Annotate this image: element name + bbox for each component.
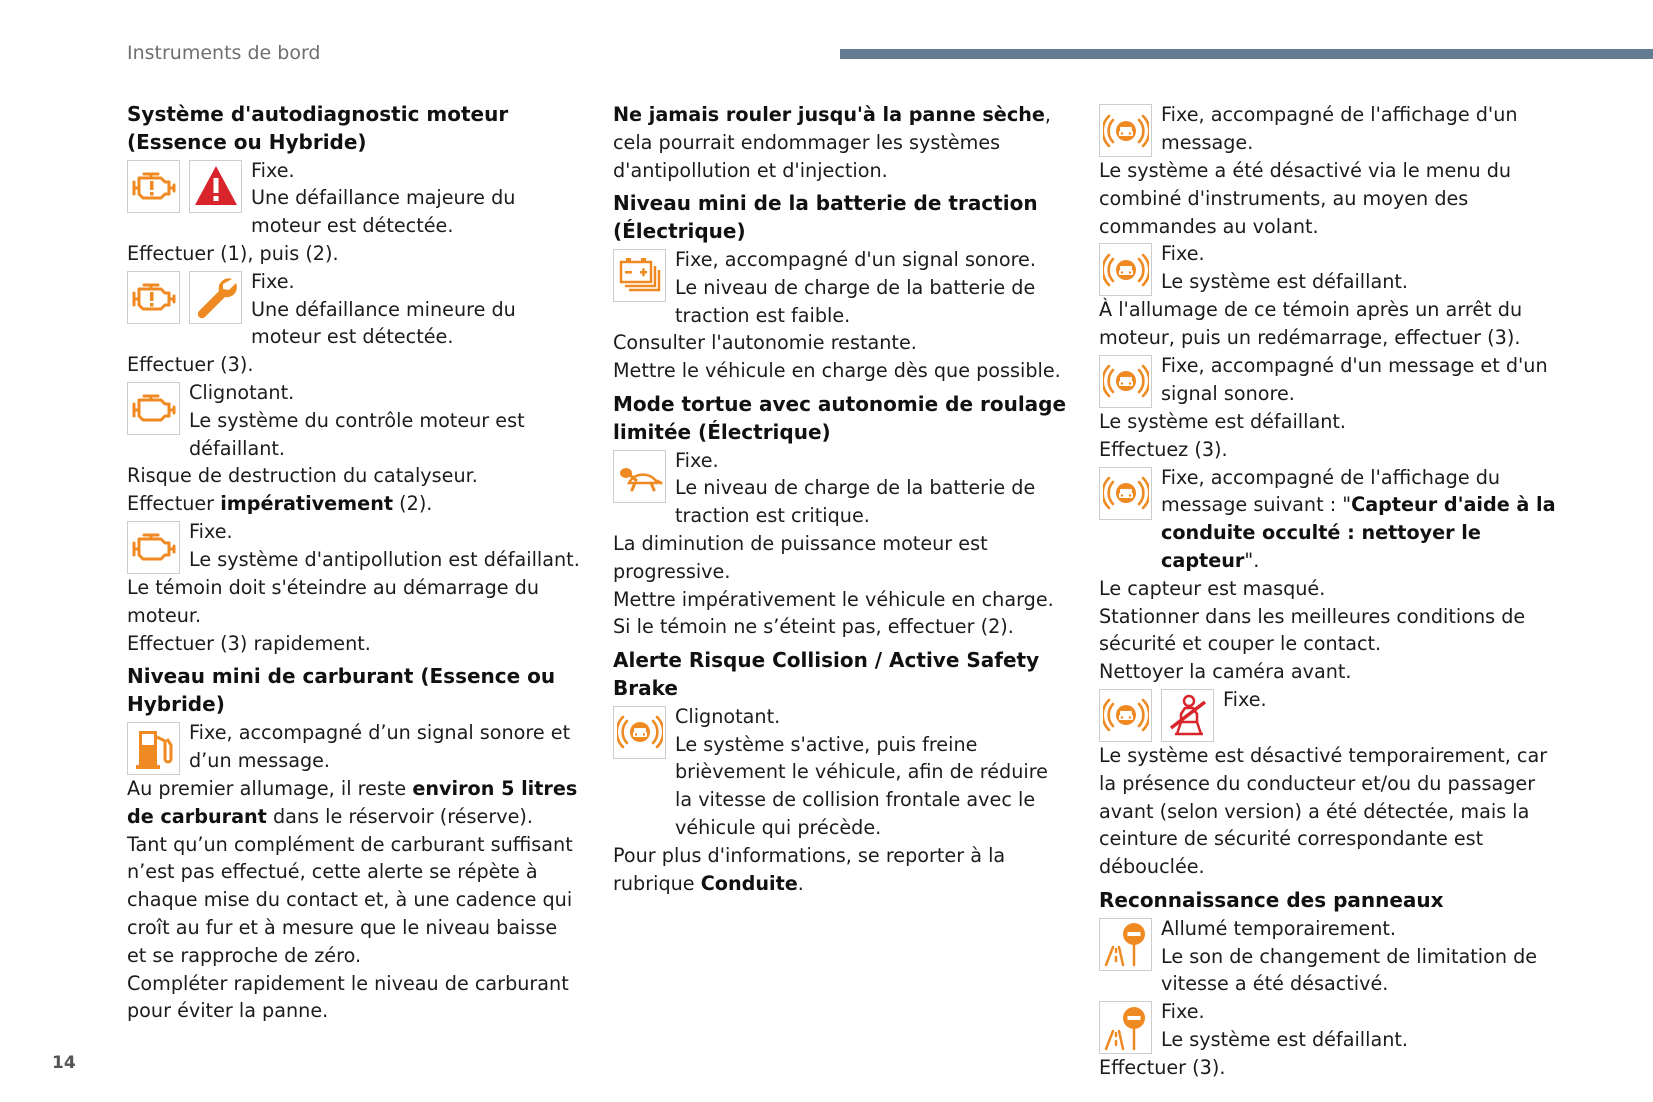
engine-icon — [127, 521, 180, 574]
collision-state-faulty-sound: Fixe, accompagné d'un message et d'un signal sonore. — [1099, 352, 1559, 408]
battery-icon — [613, 249, 666, 302]
collision-radar-icon — [1099, 104, 1152, 157]
warning-battery-low: Fixe, accompagné d'un signal sonore. Le niveau de charge de la batterie de traction est faible. — [613, 246, 1068, 329]
engine-warning-icon — [127, 271, 180, 324]
engine-warning-icon — [127, 160, 180, 213]
heading-engine-diagnostic: Système d'autodiagnostic moteur (Essence ou Hybride) — [127, 102, 509, 154]
sign-recognition-faulty: Fixe. Le système est défaillant. — [1099, 998, 1559, 1054]
warning-collision-flashing: Clignotant. Le système s'active, puis freine brièvement le véhicule, afin de réduire la vitesse de collision frontale avec le véhicule qui précède. — [613, 703, 1068, 842]
collision-state-seatbelt: Fixe. — [1099, 686, 1559, 742]
turtle-icon — [613, 450, 666, 503]
warning-engine-control-flashing: Clignotant. Le système du contrôle moteur est défaillant. — [127, 379, 582, 462]
heading-collision-alert: Alerte Risque Collision / Active Safety Brake — [613, 648, 1040, 700]
speed-sign-icon — [1099, 918, 1152, 971]
collision-radar-icon — [1099, 243, 1152, 296]
collision-radar-icon — [1099, 689, 1152, 742]
column-right: Fixe, accompagné de l'affichage d'un message. Le système a été désactivé via le menu du combiné d'instruments, au moyen des commandes au volant. Fixe. Le système est défaillant. À l'allumage de ce témoin après un arrêt du moteur, puis un redémarrage, effectuer (3). Fixe, accompagné d'un message et d'un signal sonore. Le système est défaillant. Effectuez (3). Fixe, accompagné de l'affichage du message suivant : "Capteur d'aide à la conduite occulté : nettoyer le capteur". Le capteur est masqué. Stationner dans les meilleures conditions de sécurité et couper le contact. Nettoyer la caméra avant. Fixe. Le système est désactivé temporairement, car la présence du conducteur et/ou du passager avant (selon version) a été détectée, mais la ceinture de sécurité correspondante est débouclée. Reconnaissance des panneaux Allumé temporairement. Le son de changement de limitation de vitesse a été désactivé. Fixe. Le système est défaillant. Effectuer (3). — [1099, 101, 1559, 1082]
warning-minor-fault: Fixe. Une défaillance mineure du moteur est détectée. — [127, 268, 582, 351]
header-bar — [840, 49, 1653, 59]
warning-major-fault: Fixe. Une défaillance majeure du moteur est détectée. — [127, 157, 582, 240]
collision-state-sensor-obstructed: Fixe, accompagné de l'affichage du message suivant : "Capteur d'aide à la conduite occulté : nettoyer le capteur". — [1099, 464, 1559, 575]
warning-antipollution: Fixe. Le système d'antipollution est défaillant. — [127, 518, 582, 574]
collision-state-faulty: Fixe. Le système est défaillant. — [1099, 240, 1559, 296]
heading-traction-battery: Niveau mini de la batterie de traction (Électrique) — [613, 191, 1038, 244]
fuel-pump-icon — [127, 722, 180, 775]
sign-recognition-temporary: Allumé temporairement. Le son de changement de limitation de vitesse a été désactivé. — [1099, 915, 1559, 998]
heading-turtle-mode: Mode tortue avec autonomie de roulage limitée (Électrique) — [613, 391, 1067, 444]
speed-sign-icon — [1099, 1001, 1152, 1054]
heading-fuel-level: Niveau mini de carburant (Essence ou Hybride) — [127, 664, 556, 717]
alert-triangle-icon — [189, 160, 242, 213]
column-middle: Ne jamais rouler jusqu'à la panne sèche, cela pourrait endommager les systèmes d'antipollution et d'injection. Niveau mini de la batterie de traction (Électrique) Fixe, accompagné d'un signal sonore. Le niveau de charge de la batterie de traction est faible. Consulter l'autonomie restante. Mettre le véhicule en charge dès que possible. Mode tortue avec autonomie de roulage limitée (Électrique) Fixe. Le niveau de charge de la batterie de traction est critique. La diminution de puissance moteur est progressive. Mettre impérativement le véhicule en charge. Si le témoin ne s’éteint pas, effectuer (2). Alerte Risque Collision / Active Safety Brake Clignotant. Le système s'active, puis freine brièvement le véhicule, afin de réduire la vitesse de collision frontale avec le véhicule qui précède. Pour plus d'informations, se reporter à la rubrique Conduite. — [613, 103, 1067, 895]
page-number: 14 — [52, 1053, 76, 1073]
engine-icon — [127, 382, 180, 435]
collision-radar-icon — [1099, 467, 1152, 520]
column-left: Système d'autodiagnostic moteur (Essence ou Hybride) Fixe. Une défaillance majeure du moteur est détectée. Effectuer (1), puis (2). Fixe. Une défaillance mineure du moteur est détectée. Effectuer (3). Clignotant. Le système du contrôle moteur est défaillant. Risque de destruction du catalyseur. Effectuer impérativement (2). Fixe. Le système d'antipollution est défaillant. Le témoin doit s'éteindre au démarrage du moteur. Effectuer (3) rapidement. Niveau mini de carburant (Essence ou Hybride) Fixe, accompagné d’un signal sonore et d’un message. Au premier allumage, il reste environ 5 litres de carburant dans le réservoir (réserve). Tant qu’un complément de carburant suffisant n’est pas effectué, cette alerte se répète à chaque mise du contact et, à une cadence qui croît au fur et à mesure que le niveau baisse et se rapproche de zéro. Compléter rapidement le niveau de carburant pour éviter la panne. — [127, 101, 582, 1025]
warning-fuel-low: Fixe, accompagné d’un signal sonore et d’un message. — [127, 719, 582, 775]
collision-radar-icon — [1099, 355, 1152, 408]
warning-turtle-mode: Fixe. Le niveau de charge de la batterie de traction est critique. — [613, 447, 1068, 530]
wrench-icon — [189, 271, 242, 324]
page-header-title: Instruments de bord — [127, 42, 321, 64]
collision-state-deactivated: Fixe, accompagné de l'affichage d'un message. — [1099, 101, 1559, 157]
seatbelt-icon — [1161, 689, 1214, 742]
heading-sign-recognition: Reconnaissance des panneaux — [1099, 887, 1444, 912]
collision-radar-icon — [613, 706, 666, 759]
